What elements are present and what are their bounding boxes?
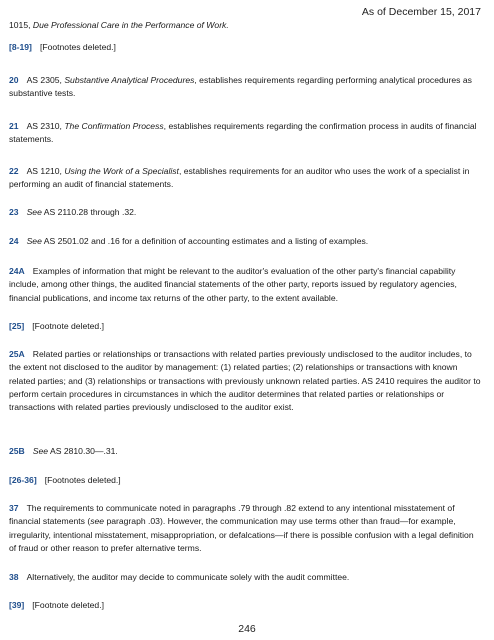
footnote-text-italic: See (26, 236, 42, 246)
header-date: As of December 15, 2017 (361, 6, 481, 18)
footnote-8-19 (9, 41, 481, 54)
footnote-text: [Footnote deleted.] (32, 321, 104, 331)
intro-line (9, 19, 479, 31)
intro-title: Due Professional Care in the Performance of Work. (32, 20, 229, 30)
footnote-text-italic: Substantive Analytical Procedures (64, 75, 195, 85)
footnote-number: 20 (9, 75, 19, 85)
footnote-text-italic: See (26, 207, 42, 217)
footnote-text: [Footnotes deleted.] (44, 475, 121, 485)
footnote-25b (9, 445, 481, 458)
footnote-24 (9, 235, 481, 248)
footnote-text-post: , establishes requirements regarding the confirmation process in audits of financial statements. (9, 121, 477, 145)
footnote-text-pre: AS 2310, (26, 121, 65, 131)
footnote-21 (9, 120, 481, 147)
footnote-number: 25B (9, 446, 25, 456)
footnote-text: Alternatively, the auditor may decide to communicate solely with the audit committee. (26, 572, 350, 582)
footnote-number: [26-36] (9, 475, 37, 485)
footnote-number: 22 (9, 166, 19, 176)
footnote-text-post: , establishes requirements regarding performing analytical procedures as substantive tests. (9, 75, 472, 99)
footnote-number: 21 (9, 121, 19, 131)
footnote-37 (9, 502, 481, 555)
footnote-20 (9, 74, 481, 101)
footnote-text-italic: see (90, 516, 105, 527)
footnote-text-post: AS 2501.02 and .16 for a definition of accounting estimates and a listing of examples. (41, 236, 369, 246)
intro-prefix: 1015, (9, 20, 33, 30)
footnote-text: [Footnotes deleted.] (39, 42, 116, 52)
footnote-39 (9, 599, 481, 612)
footnote-text-italic: The Confirmation Process (64, 121, 164, 131)
footnote-number: 25A (9, 349, 25, 359)
page-number: 246 (238, 623, 256, 635)
footnote-38 (9, 571, 481, 584)
footnote-number: 24 (9, 236, 19, 246)
footnote-number: [39] (9, 600, 25, 610)
footnote-number: [25] (9, 321, 25, 331)
footnote-text-italic: See (32, 446, 49, 456)
footnote-number: 37 (9, 503, 19, 513)
footnote-text-post: paragraph .03). However, the communication may use terms other than fraud—for example, irregularity, intentional misstatement, misappropriation, or defalcations—if there is possible confusion with a legal definition of fraud or other reason to prefer alternative terms. (9, 516, 474, 553)
footnote-number: 24A (9, 266, 25, 276)
footnote-22 (9, 165, 481, 192)
footnote-text-pre: AS 2305, (26, 75, 65, 85)
footnote-text: Related parties or relationships or transactions with related parties previously undisclosed to the auditor includes, to the extent not disclosed to the auditor by management: (1) related parties; (2) relationships or transactions with known related parties; and (3) relationships or transactions with previously unknown related parties. AS 2410 requires the auditor to perform certain procedures in circumstances in which the auditor determines that related parties or relationships or transactions with related parties previously undisclosed to the auditor exist. (9, 349, 481, 413)
footnote-number: [8-19] (9, 42, 32, 52)
footnote-number: 23 (9, 207, 19, 217)
footnote-25 (9, 320, 481, 333)
footnote-25a (9, 348, 481, 414)
footnote-text-italic: Using the Work of a Specialist (64, 166, 179, 176)
footnote-text-pre: AS 1210, (26, 166, 65, 176)
footnote-text-post: AS 2810.30—.31. (48, 446, 118, 456)
footnote-text: [Footnote deleted.] (32, 600, 104, 610)
footnote-text-pre: The requirements to communicate noted in paragraphs .79 through .82 extend to any intentional misstatement of financial statements ( (9, 503, 455, 527)
footnote-23 (9, 206, 481, 219)
footnote-24a (9, 265, 481, 305)
footnote-text-post: AS 2110.28 through .32. (41, 207, 137, 217)
footnote-26-36 (9, 474, 481, 487)
footnote-number: 38 (9, 572, 19, 582)
footnote-text: Examples of information that might be relevant to the auditor's evaluation of the other party's financial capability include, among other things, the audited financial statements of the other party, reports issued by regulatory agencies, financial publications, and income tax returns of the other party, to the extent available. (9, 266, 457, 303)
footnote-text-post: , establishes requirements for an auditor who uses the work of a specialist in performing an audit of financial statements. (9, 166, 470, 190)
